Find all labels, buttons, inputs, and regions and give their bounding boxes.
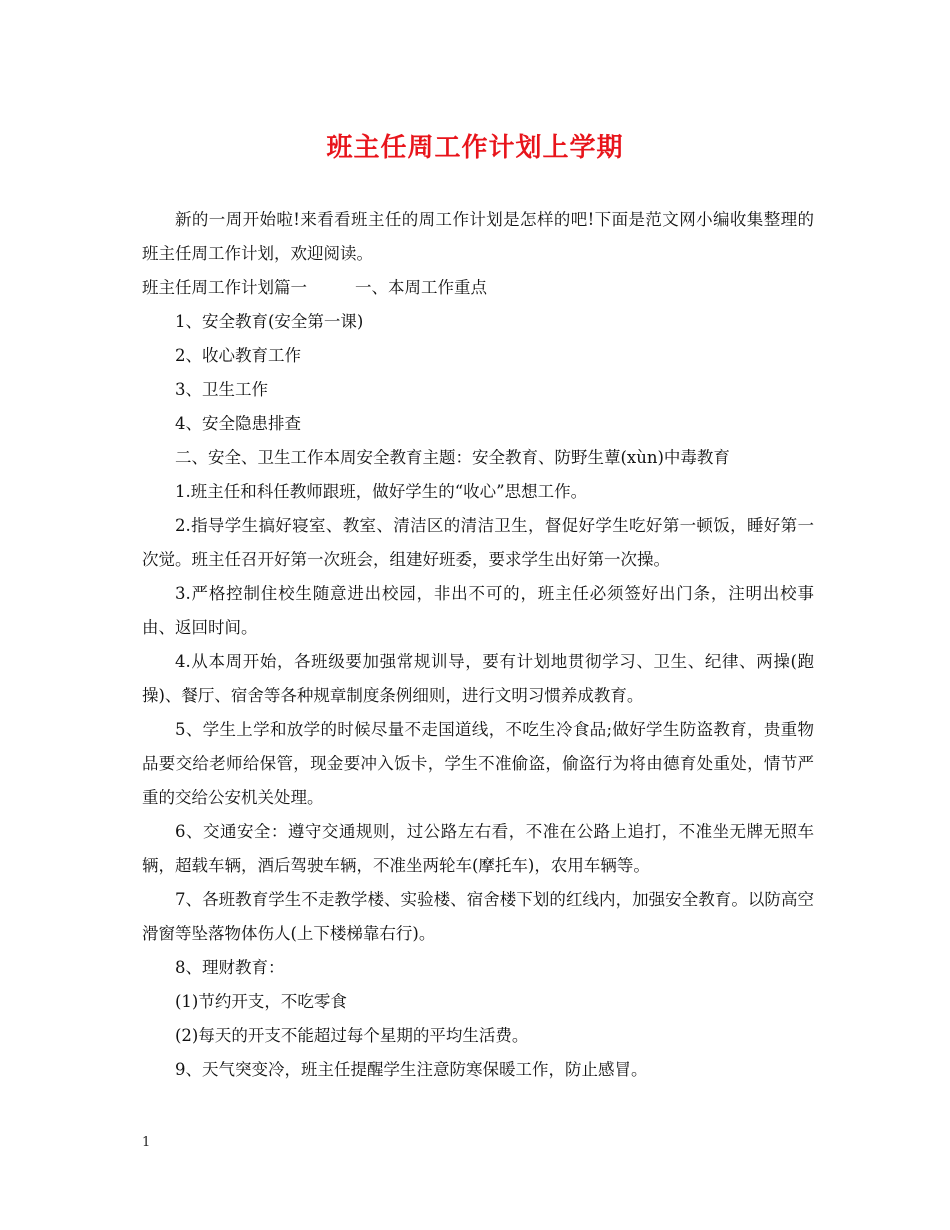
document-body <box>142 203 814 1087</box>
section-heading-left: 班主任周工作计划篇一 <box>142 278 307 297</box>
paragraph-8: 3.严格控制住校生随意进出校园，非出不可的，班主任必须签好出门条，注明出校事由、返回时间。 <box>142 584 814 637</box>
paragraph-1: 1、安全教育(安全第一课) <box>175 312 364 331</box>
section-heading-right: 一、本周工作重点 <box>355 278 487 297</box>
paragraph-9: 4.从本周开始，各班级要加强常规训导，要有计划地贯彻学习、卫生、纪律、两操(跑操)、餐厅、宿舍等各种规章制度条例细则，进行文明习惯养成教育。 <box>142 652 814 705</box>
document-title: 班主任周工作计划上学期 <box>326 133 624 163</box>
page-number: 1 <box>142 1135 151 1150</box>
paragraph-2: 2、收心教育工作 <box>175 346 301 365</box>
section-heading-line <box>142 271 814 305</box>
paragraph-5: 二、安全、卫生工作本周安全教育主题：安全教育、防野生蕈(xùn)中毒教育 <box>175 448 730 467</box>
paragraph-10: 5、学生上学和放学的时候尽量不走国道线，不吃生冷食品;做好学生防盗教育，贵重物品要交给老师给保管，现金要冲入饭卡，学生不准偷盗，偷盗行为将由德育处重处，情节严重的交给公安机关处理。 <box>142 720 814 807</box>
paragraph-6: 1.班主任和科任教师跟班，做好学生的“收心”思想工作。 <box>175 482 588 501</box>
paragraph-13: 8、理财教育： <box>175 958 285 977</box>
paragraph-4: 4、安全隐患排查 <box>175 414 301 433</box>
paragraph-3: 3、卫生工作 <box>175 380 268 399</box>
paragraph-12: 7、各班教育学生不走教学楼、实验楼、宿舍楼下划的红线内，加强安全教育。以防高空滑窗等坠落物体伤人(上下楼梯靠右行)。 <box>142 890 814 943</box>
intro-paragraph: 新的一周开始啦!来看看班主任的周工作计划是怎样的吧!下面是范文网小编收集整理的班主任周工作计划，欢迎阅读。 <box>142 210 814 263</box>
paragraph-14: (1)节约开支，不吃零食 <box>175 992 347 1011</box>
paragraph-7: 2.指导学生搞好寝室、教室、清洁区的清洁卫生，督促好学生吃好第一顿饭，睡好第一次觉。班主任召开好第一次班会，组建好班委，要求学生出好第一次操。 <box>142 516 814 569</box>
paragraph-15: (2)每天的开支不能超过每个星期的平均生活费。 <box>175 1026 529 1045</box>
paragraph-11: 6、交通安全：遵守交通规则，过公路左右看，不准在公路上追打，不准坐无牌无照车辆，超载车辆，酒后驾驶车辆，不准坐两轮车(摩托车)，农用车辆等。 <box>142 822 814 875</box>
paragraph-16: 9、天气突变冷，班主任提醒学生注意防寒保暖工作，防止感冒。 <box>175 1060 648 1079</box>
